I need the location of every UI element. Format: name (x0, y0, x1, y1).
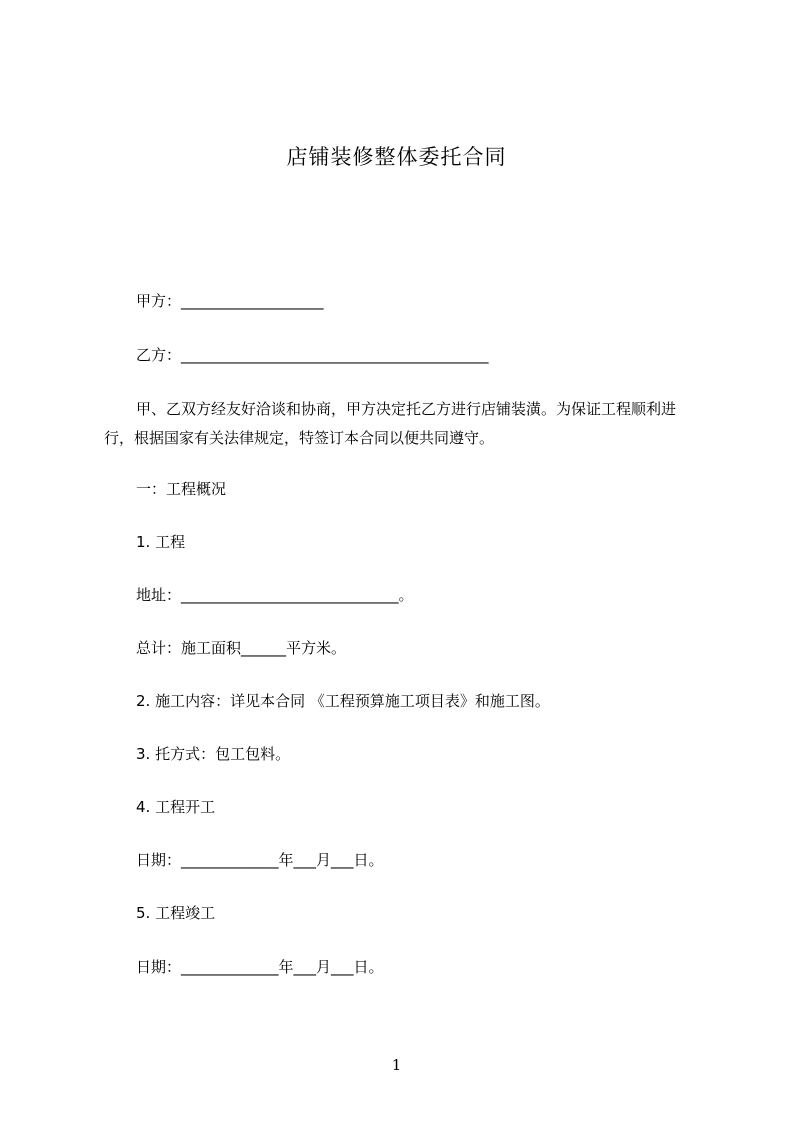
item-5-project-completion: 5. 工程竣工 (136, 904, 216, 922)
item-2-construction-content: 2. 施工内容：详见本合同 《工程预算施工项目表》和施工图。 (136, 692, 550, 710)
start-date-line: 日期：_____________年___月___日。 (136, 851, 384, 869)
item-3-contract-method: 3. 托方式：包工包料。 (136, 745, 291, 763)
party-b-line: 乙方：_________________________________________ (136, 346, 489, 364)
intro-paragraph: 甲、乙双方经友好洽谈和协商，甲方决定托乙方进行店铺装潢。为保证工程顺利进行，根据国家有关法律规定，特签订本合同以便共同遵守。 (104, 400, 677, 447)
end-date-line: 日期：_____________年___月___日。 (136, 958, 384, 976)
page-number: 1 (391, 1056, 402, 1074)
total-area-line: 总计：施工面积______平方米。 (136, 639, 347, 657)
item-1-project: 1. 工程 (136, 533, 186, 551)
item-4-project-start: 4. 工程开工 (136, 798, 216, 816)
address-line: 地址：_____________________________。 (136, 586, 414, 604)
document-title: 店铺装修整体委托合同 (286, 145, 507, 169)
party-a-line: 甲方：___________________ (136, 292, 324, 310)
section-1-heading: 一：工程概况 (136, 480, 227, 498)
